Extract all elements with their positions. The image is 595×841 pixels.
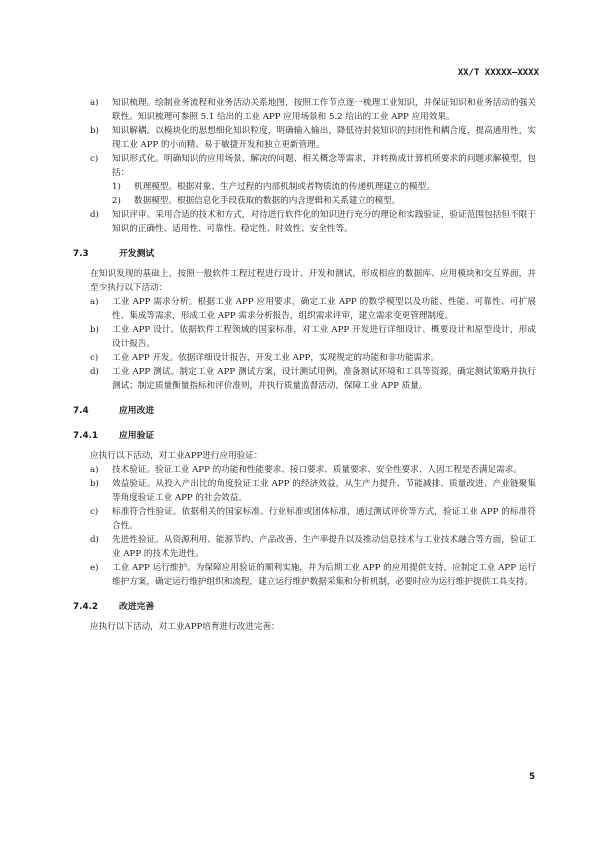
item-text: 工业 APP 测试。制定工业 APP 测试方案，设计测试用例，准备测试环境和工具等资源，确定测试策略并执行测试；制定质量衡量指标和评价准则，并执行质量监督活动，保障工业 APP 质量。: [112, 367, 536, 391]
item-text: 知识解耦。以模块化的思想细化知识粒度，明确输入输出，降低待封装知识的封闭性和耦合度，提高通用性，实现工业 APP 的小而精、易于敏捷开发和独立更新管理。: [112, 126, 536, 150]
sub-item-label: 1): [112, 182, 121, 192]
section-number: 7.3: [73, 249, 89, 259]
section-title: 改进完善: [119, 602, 155, 612]
list-item: [90, 295, 536, 323]
section-intro: 应执行以下活动，对工业APP培育进行改进完善：: [90, 622, 280, 632]
section-number: 7.4: [73, 406, 89, 416]
item-label: a): [90, 465, 99, 475]
item-text: 知识梳理。绘制业务流程和业务活动关系地图，按照工作节点逐一梳理工业知识，并保证知识和业务活动的强关联性。知识梳理可参照 5.1 给出的工业 APP 应用场景和 5.2 给出的工业 APP 应用效果。: [112, 98, 536, 122]
page-body: [73, 96, 536, 634]
item-text: 工业 APP 运行维护。为保障应用验证的顺利实施，并为后期工业 APP 的应用提供支持，应制定工业 APP 运行维护方案，确定运行维护组织和流程，建立运行维护数据采集和分析机制，必要时应为运行维护提供工具支持。: [112, 563, 536, 587]
item-label: b): [90, 479, 99, 489]
section-title: 应用验证: [119, 431, 155, 441]
sub-item-text: 数据模型。根据信息化手段获取的数据的内含逻辑和关系建立的模型。: [134, 196, 401, 206]
item-label: d): [90, 535, 99, 545]
section-heading-7-4-2: [73, 600, 536, 614]
sub-item-text: 机理模型。根据对象、生产过程的内部机制或者物质流的传递机理建立的模型。: [134, 182, 435, 192]
item-label: b): [90, 325, 99, 335]
item-label: c): [90, 154, 99, 164]
item-text: 标准符合性验证。依据相关的国家标准、行业标准或团体标准，通过测试评价等方式，验证工业 APP 的标准符合性。: [112, 507, 536, 531]
section-heading-7-4-1: [73, 429, 536, 443]
list-item: [90, 152, 536, 180]
item-text: 知识评审。采用合适的技术和方式，对待进行软件化的知识进行充分的理论和实践验证，验证范围包括但不限于知识的正确性、适用性、可靠性、稳定性、时效性、安全性等。: [112, 210, 536, 234]
sub-item-label: 2): [112, 196, 121, 206]
item-label: a): [90, 98, 99, 108]
list-item: [90, 124, 536, 152]
document-code: XX/T XXXXX—XXXX: [457, 68, 539, 78]
item-text: 工业 APP 开发。依据详细设计报告，开发工业 APP，实现规定的功能和非功能需求。: [112, 353, 440, 363]
sub-list-item: [90, 180, 536, 194]
section-number: 7.4.1: [73, 431, 99, 441]
item-text: 工业 APP 设计。依据软件工程领域的国家标准，对工业 APP 开发进行详细设计、概要设计和原型设计，形成设计报告。: [112, 325, 536, 349]
list-item: [90, 96, 536, 124]
item-label: e): [90, 563, 99, 573]
item-label: c): [90, 353, 99, 363]
item-label: d): [90, 210, 99, 220]
item-label: b): [90, 126, 99, 136]
page-number: 5: [529, 772, 535, 782]
section-intro: 应执行以下活动，对工业APP进行应用验证：: [90, 451, 263, 461]
item-text: 先进性验证。从资源利用、能源节约、产品改善、生产率提升以及推动信息技术与工业技术融合等方面，验证工业 APP 的技术先进性。: [112, 535, 536, 559]
sub-list-item: [90, 194, 536, 208]
section-heading-7-4: [73, 404, 536, 418]
list-item: [90, 505, 536, 533]
list-item: [90, 533, 536, 561]
item-label: c): [90, 507, 99, 517]
list-item: [90, 208, 536, 236]
item-text: 技术验证。验证工业 APP 的功能和性能要求、接口要求、质量要求、安全性要求、人因工程是否满足需求。: [112, 465, 522, 475]
section-title: 开发测试: [119, 249, 155, 259]
list-item: [90, 463, 536, 477]
list-item: [90, 561, 536, 589]
item-label: a): [90, 297, 99, 307]
list-item: [90, 323, 536, 351]
section-number: 7.4.2: [73, 602, 99, 612]
list-item: [90, 351, 536, 365]
section-heading-7-3: [73, 247, 536, 261]
item-label: d): [90, 367, 99, 377]
section-title: 应用改进: [119, 406, 155, 416]
list-item: [90, 477, 536, 505]
section-intro: 在知识发现的基础上，按照一般软件工程过程进行设计、开发和测试，形成相应的数据库、应用模块和交互界面，并至少执行以下活动：: [90, 269, 536, 293]
item-text: 工业 APP 需求分析。根据工业 APP 应用要求，确定工业 APP 的数学模型以及功能、性能、可靠性、可扩展性、集成等需求，形成工业 APP 需求分析报告，组织需求评审，建立需求变更管理制度。: [112, 297, 536, 321]
item-text: 效益验证。从投入产出比的角度验证工业 APP 的经济效益，从生产力提升、节能减排、质量改进、产业链聚集等角度验证工业 APP 的社会效益。: [112, 479, 536, 503]
list-item: [90, 365, 536, 393]
item-text: 知识形式化。明确知识的应用场景、解决的问题、相关概念等需求，并转换成计算机所要求的问题求解模型，包括：: [112, 154, 536, 178]
